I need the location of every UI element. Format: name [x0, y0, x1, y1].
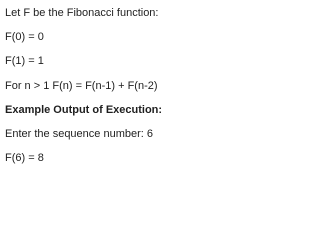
- base-case-f0: F(0) = 0: [5, 31, 44, 44]
- recurrence-line: For n > 1 F(n) = F(n-1) + F(n-2): [5, 79, 158, 92]
- example-heading: Example Output of Execution:: [5, 103, 163, 116]
- intro-line: Let F be the Fibonacci function:: [5, 7, 159, 19]
- base-case-f1: F(1) = 1: [5, 55, 44, 68]
- document-page: [0, 0, 190, 200]
- result-line: F(6) = 8: [5, 152, 44, 165]
- prompt-line: Enter the sequence number: 6: [5, 127, 153, 140]
